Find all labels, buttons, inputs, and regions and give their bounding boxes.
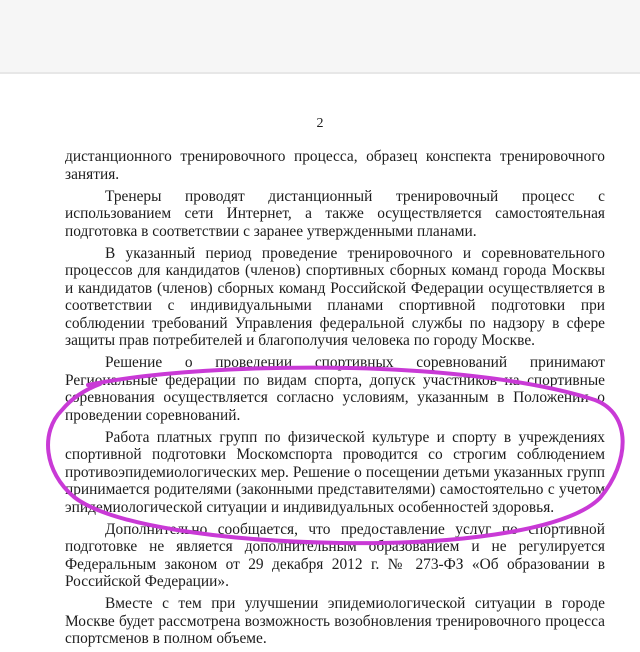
page-top-edge — [0, 72, 640, 74]
paragraph-additional-info: Дополнительно сообщается, что предоставление услуг по спортивной подготовке не является дополнительным образованием и не регулируется Федеральным законом от 29 декабря 2012 г. № 273-ФЗ «Об образовании в Российской Федерации». — [65, 520, 605, 590]
top-margin-band — [0, 0, 640, 72]
paragraph-paid-groups: Работа платных групп по физической культуре и спорту в учреждениях спортивной подготовки Москомспорта проводится со строгим соблюдением противоэпидемиологических мер. Решение о посещении детьми указанных групп принимается родителями (законными представителями) самостоятельно с учетом эпидемиологической ситуации и индивидуальных особенностей здоровья. — [65, 428, 605, 516]
paragraph-competitions: Решение о проведении спортивных соревнований принимают Региональные федерации по видам спорта, допуск участников на спортивные соревнования осуществляется согласно условиям, указанным в Положении о проведении соревнований. — [65, 354, 605, 424]
paragraph-trainers: Тренеры проводят дистанционный тренировочный процесс с использованием сети Интернет, а также осуществляется самостоятельная подготовка в соответствии с заранее утвержденными планами. — [65, 187, 605, 240]
paragraph-continuation: дистанционного тренировочного процесса, образец конспекта тренировочного занятия. — [65, 148, 605, 183]
paragraph-national-teams: В указанный период проведение тренировочного и соревновательного процессов для кандидатов (членов) спортивных сборных команд города Москвы и кандидатов (членов) сборных команд Российской Федерации осуществляется в соответствии с индивидуальными планами спортивной подготовки при соблюдении требований Управления федеральной службы по надзору в сфере защиты прав потребителей и благополучия человека по городу Москве. — [65, 244, 605, 349]
paragraph-resumption: Вместе с тем при улучшении эпидемиологической ситуации в городе Москве будет рассмотрена возможность возобновления тренировочного процесса спортсменов в полном объеме. — [65, 595, 605, 647]
document-body — [65, 148, 605, 652]
page-number: 2 — [316, 116, 324, 131]
